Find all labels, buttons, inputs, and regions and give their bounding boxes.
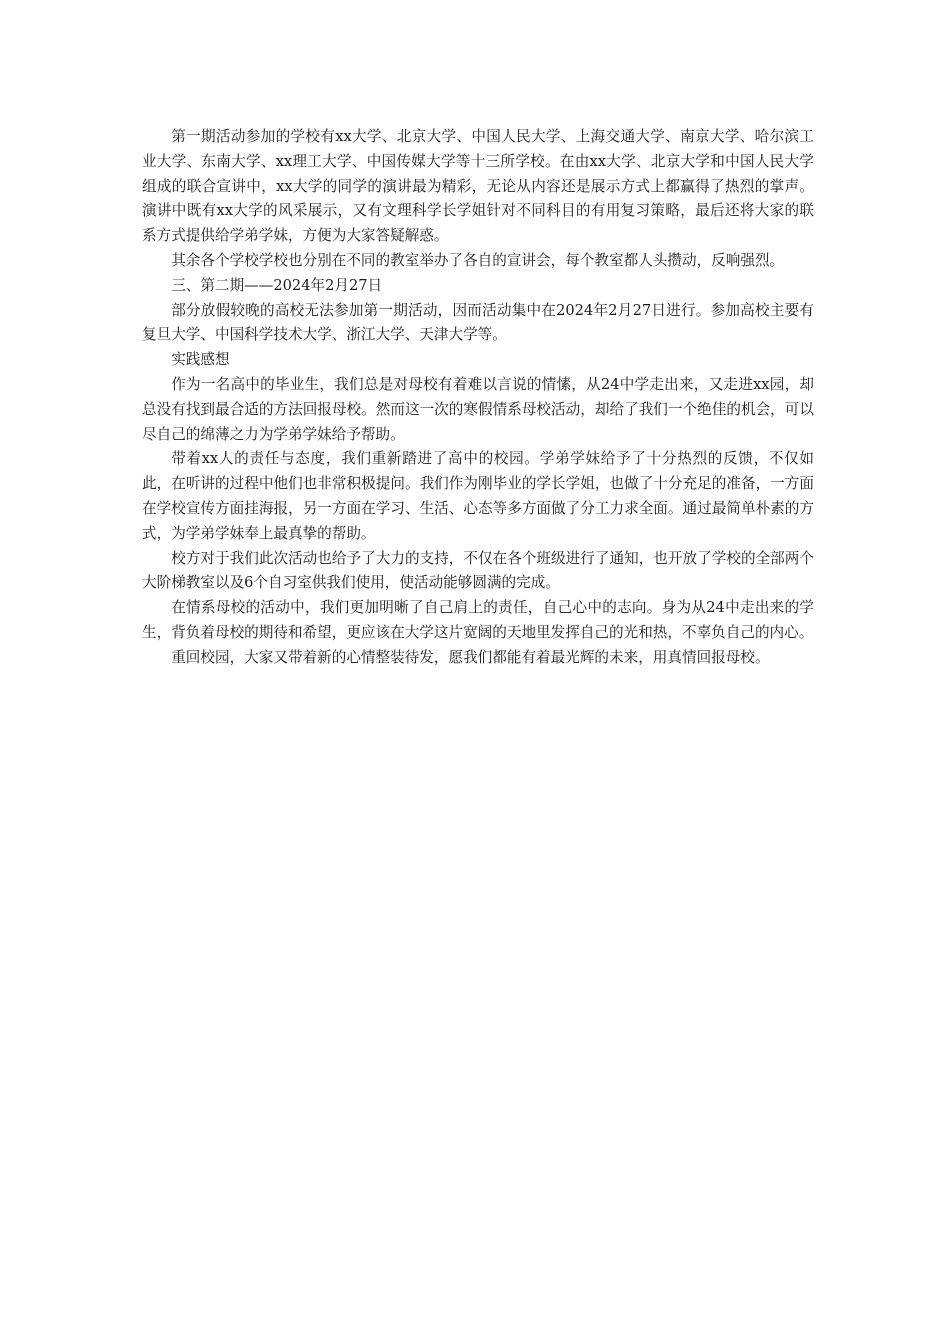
paragraph-reflection-2: 带着xx人的责任与态度，我们重新踏进了高中的校园。学弟学妹给予了十分热烈的反馈，不仅如此，在听讲的过程中他们也非常积极提问。我们作为刚毕业的学长学姐，也做了十分充足的准备，一方面在学校宣传方面挂海报，另一方面在学习、生活、心态等多方面做了分工力求全面。通过最简单朴素的方式，为学弟学妹奉上最真挚的帮助。 [142,450,814,542]
paragraph-second-phase: 部分放假较晚的高校无法参加第一期活动，因而活动集中在2024年2月27日进行。参加高校主要有复旦大学、中国科学技术大学、浙江大学、天津大学等。 [142,301,814,344]
section-heading-second-phase: 三、第二期——2024年2月27日 [171,276,383,294]
paragraph-first-phase-schools: 第一期活动参加的学校有xx大学、北京大学、中国人民大学、上海交通大学、南京大学、哈尔滨工业大学、东南大学、xx理工大学、中国传媒大学等十三所学校。在由xx大学、北京大学和中国人民大学组成的联合宣讲中，xx大学的同学的演讲最为精彩，无论从内容还是展示方式上都赢得了热烈的掌声。演讲中既有xx大学的风采展示，又有文理科学长学姐针对不同科目的有用复习策略，最后还将大家的联系方式提供给学弟学妹，方便为大家答疑解惑。 [142,128,814,245]
section-heading-reflections: 实践感想 [171,351,230,369]
paragraph-reflection-3: 校方对于我们此次活动也给予了大力的支持，不仅在各个班级进行了通知，也开放了学校的全部两个大阶梯教室以及6个自习室供我们使用，使活动能够圆满的完成。 [142,549,814,592]
paragraph-reflection-1: 作为一名高中的毕业生，我们总是对母校有着难以言说的情愫，从24中学走出来，又走进xx园，却总没有找到最合适的方法回报母校。然而这一次的寒假情系母校活动，却给了我们一个绝佳的机会，可以尽自己的绵薄之力为学弟学妹给予帮助。 [142,375,814,443]
paragraph-other-schools: 其余各个学校学校也分别在不同的教室举办了各自的宣讲会，每个教室都人头攒动，反响强烈。 [171,251,785,269]
document-body [142,125,814,671]
paragraph-closing: 重回校园，大家又带着新的心情整装待发，愿我们都能有着最光辉的未来，用真情回报母校。 [171,648,770,666]
paragraph-reflection-4: 在情系母校的活动中，我们更加明晰了自己肩上的责任，自己心中的志向。身为从24中走出来的学生，背负着母校的期待和希望，更应该在大学这片宽阔的天地里发挥自己的光和热，不辜负自己的内心。 [142,599,814,641]
